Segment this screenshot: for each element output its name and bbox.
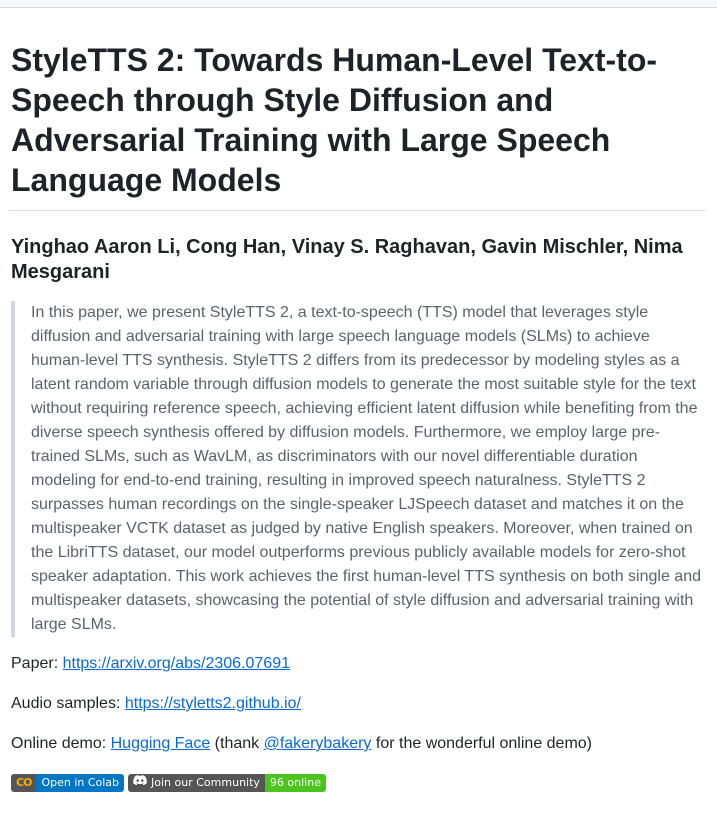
colab-badge-label: Open in Colab: [36, 774, 124, 792]
demo-thank-pre: (thank: [210, 735, 264, 752]
discord-badge-label: Join our Community: [151, 776, 260, 789]
demo-line: [11, 732, 592, 756]
open-in-colab-badge[interactable]: [11, 774, 124, 792]
discord-community-badge[interactable]: [128, 774, 326, 792]
demo-label: Online demo:: [11, 735, 111, 752]
hugging-face-link[interactable]: Hugging Face: [110, 735, 211, 752]
paper-line: [11, 652, 290, 676]
page-title: StyleTTS 2: Towards Human-Level Text-to-Speech through Style Diffusion and Adversarial Training with Large Speech Language Models: [11, 42, 658, 198]
title-divider: [9, 210, 706, 211]
top-bar: [0, 0, 717, 8]
paper-label: Paper:: [11, 655, 63, 672]
authors: Yinghao Aaron Li, Cong Han, Vinay S. Raghavan, Gavin Mischler, Nima Mesgarani: [11, 236, 683, 283]
discord-badge-value: 96 online: [265, 774, 326, 792]
audio-samples-link[interactable]: https://styletts2.github.io/: [124, 695, 301, 712]
abstract-quote: [11, 301, 701, 637]
discord-icon: [133, 774, 147, 792]
colab-logo-icon: CO: [16, 776, 32, 789]
abstract-text: In this paper, we present StyleTTS 2, a text-to-speech (TTS) model that leverages style diffusion and adversarial training with large speech language models (SLMs) to achieve human-level TTS synthesis. StyleTTS 2 differs from its predecessor by modeling styles as a latent random variable through diffusion models to generate the most suitable style for the text without requiring reference speech, achieving efficient latent diffusion while benefiting from the diverse speech synthesis offered by diffusion models. Furthermore, we employ large pre-trained SLMs, such as WavLM, as discriminators with our novel differentiable duration modeling for end-to-end training, resulting in improved speech naturalness. StyleTTS 2 surpasses human recordings on the single-speaker LJSpeech dataset and matches it on the multispeaker VCTK dataset as judged by native English speakers. Moreover, when trained on the LibriTTS dataset, our model outperforms previous publicly available models for zero-shot speaker adaptation. This work achieves the first human-level TTS synthesis on both single and multispeaker datasets, showcasing the potential of style diffusion and adversarial training with large SLMs.: [31, 304, 701, 633]
demo-thank-post: for the wonderful online demo): [371, 735, 593, 752]
fakerybakery-link[interactable]: @fakerybakery: [263, 735, 372, 752]
colab-badge-left: [11, 774, 36, 792]
audio-label: Audio samples:: [11, 695, 125, 712]
badges-row: [11, 774, 326, 792]
audio-line: [11, 692, 301, 716]
paper-link[interactable]: https://arxiv.org/abs/2306.07691: [62, 655, 290, 672]
discord-badge-left: [128, 774, 265, 792]
